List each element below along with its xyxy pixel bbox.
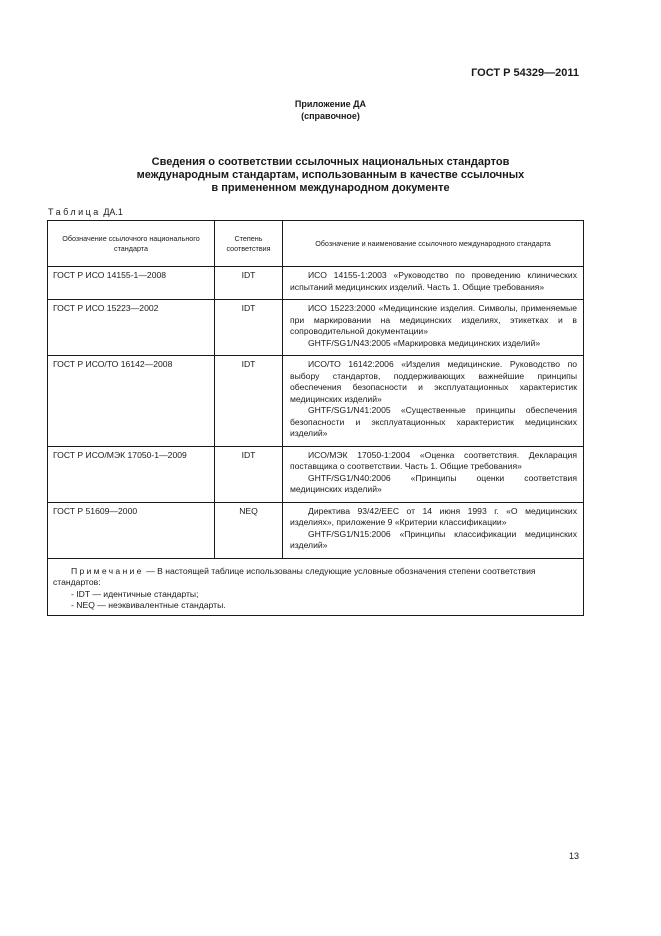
header-degree: Степень соответствия [215, 221, 283, 267]
table-caption-number: ДА.1 [103, 207, 123, 217]
table-caption [48, 207, 123, 217]
table-caption-word: Таблица [48, 207, 101, 217]
table-row [48, 300, 584, 356]
note-list-item: - IDT — идентичные стандарты; [71, 588, 199, 599]
table-row [48, 446, 584, 502]
header-national-standard: Обозначение ссылочного национального стандарта [48, 221, 215, 267]
header-international-standard: Обозначение и наименование ссылочного международного стандарта [283, 221, 584, 267]
table-note [48, 558, 584, 615]
international-standard-cell [283, 356, 584, 447]
international-standard-text: ИСО/МЭК 17050-1:2004 «Оценка соответствия. Декларация поставщика о соответствии. Часть 1. Общие требования» [290, 449, 577, 471]
degree-cell: NEQ [215, 502, 283, 558]
section-title-line: международным стандартам, использованным в качестве ссылочных [136, 169, 525, 181]
page-number: 13 [568, 851, 579, 861]
document-standard-header: ГОСТ Р 54329—2011 [471, 67, 579, 79]
section-title-line: в примененном международном документе [211, 182, 450, 194]
national-standard-cell: ГОСТ Р ИСО 15223—2002 [48, 300, 215, 356]
international-standard-cell [283, 446, 584, 502]
note-text [53, 566, 578, 589]
degree-cell: IDT [215, 446, 283, 502]
appendix-heading [0, 98, 661, 122]
section-title-line: Сведения о соответствии ссылочных национальных стандартов [151, 156, 510, 168]
section-title [0, 156, 661, 195]
national-standard-cell: ГОСТ Р ИСО/ТО 16142—2008 [48, 356, 215, 447]
appendix-subtitle: (справочное) [301, 111, 360, 121]
table-row [48, 356, 584, 447]
degree-cell: IDT [215, 300, 283, 356]
international-standard-text: ИСО/ТО 16142:2006 «Изделия медицинские. Руководство по выбору стандартов, поддерживающих важнейшие принципы обеспечения безопасности и эксплуатационных характеристик медицинских изделий» [290, 359, 577, 404]
table-row [48, 502, 584, 558]
note-body: — В настоящей таблице использованы следующие условные обозначения степени соответствия стандартов: [53, 565, 536, 587]
international-standard-text: GHTF/SG1/N43:2005 «Маркировка медицинских изделий» [308, 337, 541, 348]
note-list-item: - NEQ — неэквивалентные стандарты. [71, 600, 226, 610]
international-standard-text: GHTF/SG1/N15:2006 «Принципы классификации медицинских изделий» [290, 528, 577, 550]
standards-correspondence-table [47, 220, 584, 616]
table-row [48, 267, 584, 300]
national-standard-cell: ГОСТ Р 51609—2000 [48, 502, 215, 558]
international-standard-text: ИСО 14155-1:2003 «Руководство по проведению клинических испытаний медицинских изделий. Часть 1. Общие требования» [290, 270, 577, 292]
international-standard-cell [283, 300, 584, 356]
degree-cell: IDT [215, 356, 283, 447]
international-standard-text: GHTF/SG1/N41:2005 «Существенные принципы обеспечения безопасности и эксплуатационных характеристик медицинских изделий» [290, 405, 577, 438]
table-header-row [48, 221, 584, 267]
international-standard-text: GHTF/SG1/N40:2006 «Принципы оценки соответствия медицинских изделий» [290, 472, 577, 494]
international-standard-cell [283, 502, 584, 558]
international-standard-cell [283, 267, 584, 300]
degree-cell: IDT [215, 267, 283, 300]
appendix-title: Приложение ДА [294, 99, 367, 109]
national-standard-cell: ГОСТ Р ИСО/МЭК 17050-1—2009 [48, 446, 215, 502]
national-standard-cell: ГОСТ Р ИСО 14155-1—2008 [48, 267, 215, 300]
international-standard-text: Директива 93/42/ЕЕС от 14 июня 1993 г. «О медицинских изделиях», приложение 9 «Критерии классификации» [290, 505, 577, 527]
note-label: Примечание [71, 565, 144, 576]
table-note-row [48, 558, 584, 615]
international-standard-text: ИСО 15223:2000 «Медицинские изделия. Символы, применяемые при маркировании на медицинских изделиях, этикетках и в сопроводительной документации» [290, 303, 577, 336]
